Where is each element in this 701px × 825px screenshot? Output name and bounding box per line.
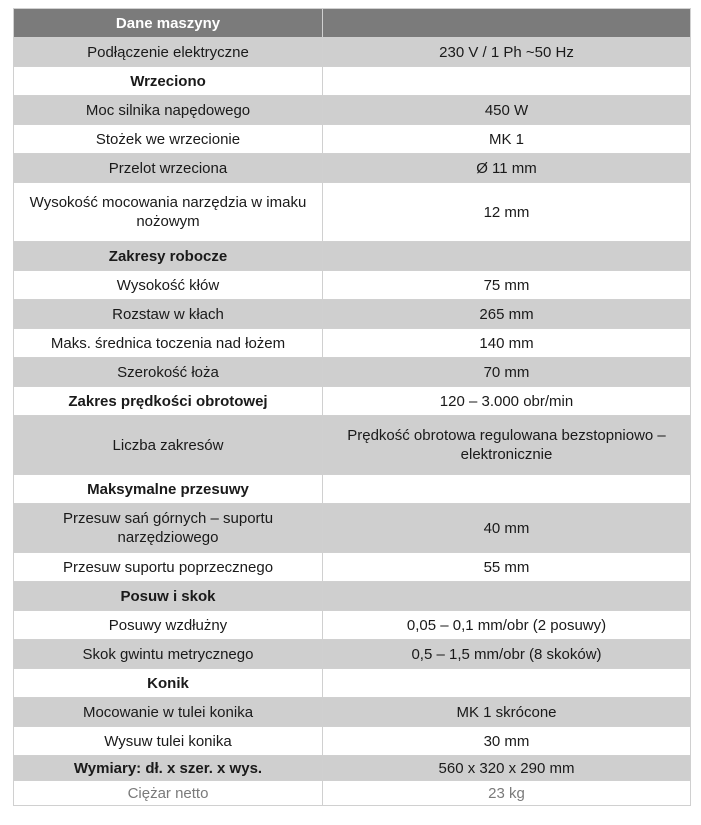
table-row (14, 358, 691, 387)
header-label: Dane maszyny (14, 9, 323, 38)
table-row (14, 781, 691, 806)
section-value: 560 x 320 x 290 mm (323, 756, 691, 781)
row-label: Wysokość kłów (14, 271, 323, 300)
row-label: Wysuw tulei konika (14, 727, 323, 756)
row-label: Wysokość mocowania narzędzia w imaku nożowym (14, 183, 323, 242)
row-label: Mocowanie w tulei konika (14, 698, 323, 727)
table-row (14, 183, 691, 242)
row-label: Przesuw sań górnych – suportu narzędziowego (14, 504, 323, 553)
section-value (323, 669, 691, 698)
section-value (323, 242, 691, 271)
table-row (14, 329, 691, 358)
header-value (323, 9, 691, 38)
table-row (14, 698, 691, 727)
section-value (323, 582, 691, 611)
table-row (14, 727, 691, 756)
row-label: Przelot wrzeciona (14, 154, 323, 183)
row-label: Stożek we wrzecionie (14, 125, 323, 154)
section-label: Wymiary: dł. x szer. x wys. (14, 756, 323, 781)
table-row (14, 416, 691, 475)
section-value: 120 – 3.000 obr/min (323, 387, 691, 416)
row-value: 70 mm (323, 358, 691, 387)
row-value: Prędkość obrotowa regulowana bezstopniowo – elektronicznie (323, 416, 691, 475)
section-label: Zakres prędkości obrotowej (14, 387, 323, 416)
section-row (14, 67, 691, 96)
row-value: 30 mm (323, 727, 691, 756)
section-row (14, 669, 691, 698)
row-value: MK 1 skrócone (323, 698, 691, 727)
table-row (14, 125, 691, 154)
row-value: 75 mm (323, 271, 691, 300)
row-label: Liczba zakresów (14, 416, 323, 475)
section-label: Maksymalne przesuwy (14, 475, 323, 504)
table-header-row (14, 9, 691, 38)
row-value: 55 mm (323, 553, 691, 582)
table-row (14, 154, 691, 183)
row-label: Ciężar netto (14, 781, 323, 806)
section-value (323, 67, 691, 96)
table-row (14, 640, 691, 669)
row-value: 12 mm (323, 183, 691, 242)
table-row (14, 300, 691, 329)
row-value: 23 kg (323, 781, 691, 806)
row-value: 0,5 – 1,5 mm/obr (8 skoków) (323, 640, 691, 669)
table-row (14, 553, 691, 582)
row-label: Moc silnika napędowego (14, 96, 323, 125)
section-label: Zakresy robocze (14, 242, 323, 271)
row-value: 265 mm (323, 300, 691, 329)
row-label: Rozstaw w kłach (14, 300, 323, 329)
row-label: Maks. średnica toczenia nad łożem (14, 329, 323, 358)
row-value: 140 mm (323, 329, 691, 358)
row-value: MK 1 (323, 125, 691, 154)
table-row (14, 96, 691, 125)
section-row (14, 475, 691, 504)
row-value: Ø 11 mm (323, 154, 691, 183)
row-label: Przesuw suportu poprzecznego (14, 553, 323, 582)
section-row (14, 242, 691, 271)
section-row (14, 582, 691, 611)
section-row (14, 387, 691, 416)
row-value: 230 V / 1 Ph ~50 Hz (323, 38, 691, 67)
section-label: Wrzeciono (14, 67, 323, 96)
row-label: Skok gwintu metrycznego (14, 640, 323, 669)
section-value (323, 475, 691, 504)
row-value: 40 mm (323, 504, 691, 553)
table-row (14, 611, 691, 640)
row-value: 450 W (323, 96, 691, 125)
spec-table (13, 8, 691, 806)
section-label: Posuw i skok (14, 582, 323, 611)
table-row (14, 38, 691, 67)
row-label: Szerokość łoża (14, 358, 323, 387)
row-label: Podłączenie elektryczne (14, 38, 323, 67)
table-row (14, 271, 691, 300)
row-label: Posuwy wzdłużny (14, 611, 323, 640)
table-row (14, 504, 691, 553)
row-value: 0,05 – 0,1 mm/obr (2 posuwy) (323, 611, 691, 640)
section-row (14, 756, 691, 781)
section-label: Konik (14, 669, 323, 698)
